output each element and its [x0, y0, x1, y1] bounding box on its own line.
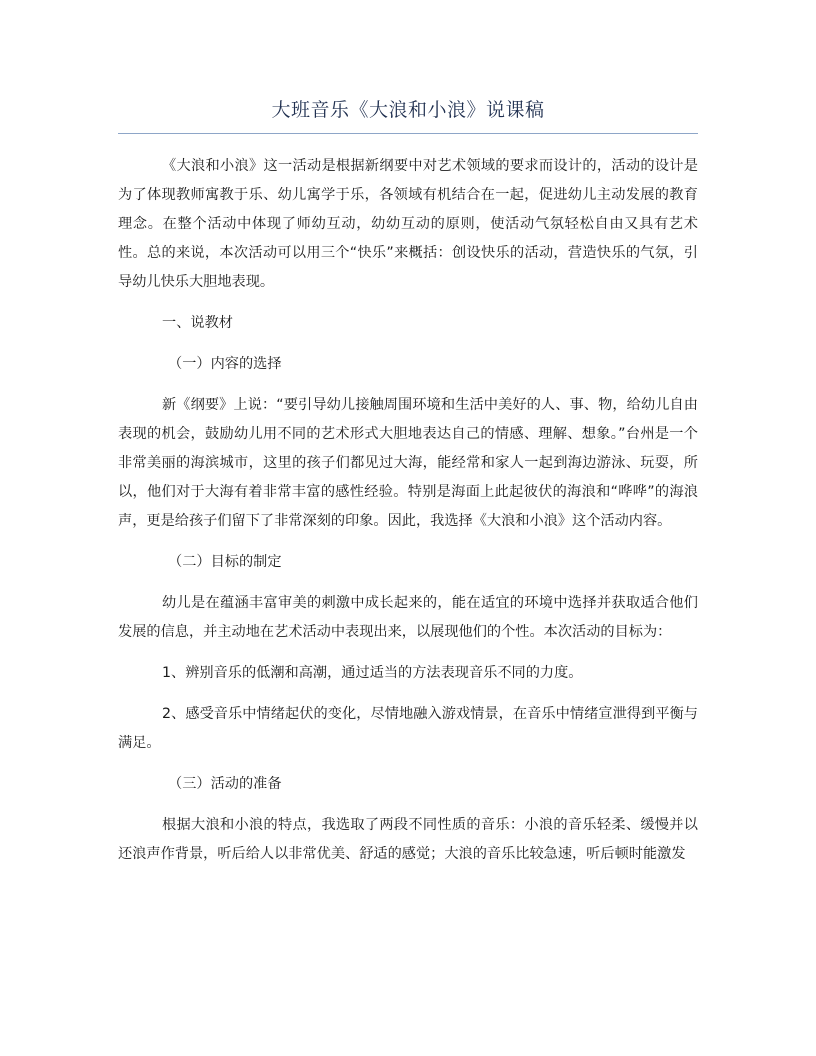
goal-item: 2、感受音乐中情绪起伏的变化，尽情地融入游戏情景，在音乐中情绪宣泄得到平衡与满足。: [118, 706, 698, 751]
spacer: [118, 647, 698, 659]
subheading-content-selection: （一）内容的选择: [168, 356, 282, 372]
intro-paragraph: 《大浪和小浪》这一活动是根据新纲要中对艺术领域的要求而设计的，活动的设计是为了体现教师寓教于乐、幼儿寓学于乐，各领域有机结合在一起，促进幼儿主动发展的教育理念。在整个活动中体现了师幼互动，幼幼互动的原则，使活动气氛轻松自由又具有艺术性。总的来说，本次活动可以用三个“快乐”来概括：创设快乐的活动，营造快乐的气氛，引导幼儿快乐大胆地表现。: [118, 158, 698, 290]
goal-item: 1、辨别音乐的低潮和高潮，通过适当的方法表现音乐不同的力度。: [162, 665, 583, 681]
subheading-activity-preparation: （三）活动的准备: [168, 776, 282, 792]
spacer: [118, 338, 698, 350]
title-divider: [118, 133, 698, 134]
goal-setting-paragraph: 幼儿是在蕴涵丰富审美的刺激中成长起来的，能在适宜的环境中选择并获取适合他们发展的信息，并主动地在艺术活动中表现出来，以展现他们的个性。本次活动的目标为：: [118, 595, 698, 640]
spacer: [118, 536, 698, 548]
subheading-goal-setting: （二）目标的制定: [168, 554, 282, 570]
document-title: 大班音乐《大浪和小浪》说课稿: [271, 99, 545, 121]
document-body: [118, 152, 698, 869]
spacer: [118, 799, 698, 811]
spacer: [118, 297, 698, 309]
spacer: [118, 758, 698, 770]
content-selection-paragraph: 新《纲要》上说：“要引导幼儿接触周围环境和生活中美好的人、事、物，给幼儿自由表现的机会，鼓励幼儿用不同的艺术形式大胆地表达自己的情感、理解、想象。”台州是一个非常美丽的海滨城市，这里的孩子们都见过大海，能经常和家人一起到海边游泳、玩耍，所以，他们对于大海有着非常丰富的感性经验。特别是海面上此起彼伏的海浪和“哗哗”的海浪声，更是给孩子们留下了非常深刻的印象。因此，我选择《大浪和小浪》这个活动内容。: [118, 397, 698, 529]
spacer: [118, 379, 698, 391]
section-heading-teaching-material: 一、说教材: [162, 315, 233, 331]
activity-preparation-paragraph: 根据大浪和小浪的特点，我选取了两段不同性质的音乐：小浪的音乐轻柔、缓慢并以还浪声作背景，听后给人以非常优美、舒适的感觉；大浪的音乐比较急速，听后顿时能激发: [118, 817, 698, 862]
spacer: [118, 688, 698, 700]
spacer: [118, 577, 698, 589]
